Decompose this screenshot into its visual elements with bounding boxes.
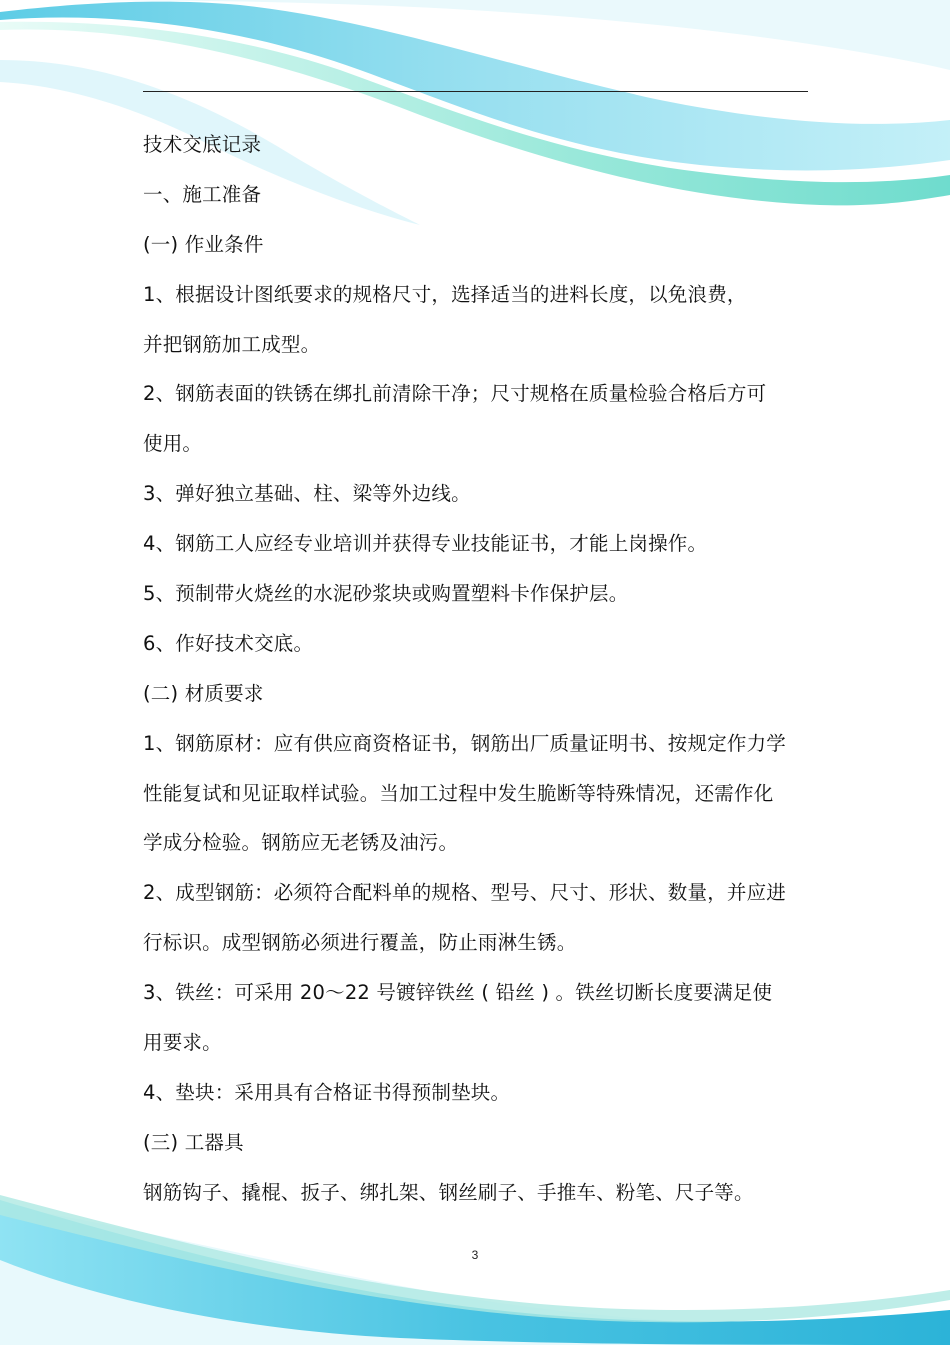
text-line: 6、作好技术交底。	[143, 631, 314, 655]
text-line: 学成分检验。钢筋应无老锈及油污。	[143, 831, 459, 855]
subsection-heading: (三) 工器具	[143, 1130, 244, 1154]
page-number: 3	[471, 1248, 479, 1262]
text-line: 4、垫块：采用具有合格证书得预制垫块。	[143, 1080, 511, 1104]
text-line: 1、钢筋原材：应有供应商资格证书，钢筋出厂质量证明书、按规定作力学	[143, 731, 787, 755]
document-body	[143, 120, 813, 1218]
subsection-heading: (二) 材质要求	[143, 681, 264, 705]
text-line: 4、钢筋工人应经专业培训并获得专业技能证书，才能上岗操作。	[143, 532, 708, 556]
section-heading: 一、施工准备	[143, 182, 262, 206]
subsection-heading: (一) 作业条件	[143, 232, 264, 256]
text-line: 3、弹好独立基础、柱、梁等外边线。	[143, 482, 471, 506]
text-line: 2、成型钢筋：必须符合配料单的规格、型号、尺寸、形状、数量，并应进	[143, 881, 787, 905]
text-line: 用要求。	[143, 1031, 222, 1055]
text-line: 行标识。成型钢筋必须进行覆盖，防止雨淋生锈。	[143, 931, 577, 955]
text-line: 性能复试和见证取样试验。当加工过程中发生脆断等特殊情况，还需作化	[143, 781, 774, 805]
text-line: 3、铁丝：可采用 20～22 号镀锌铁丝 ( 铅丝 ) 。铁丝切断长度要满足使	[143, 981, 773, 1005]
text-line: 并把钢筋加工成型。	[143, 332, 321, 356]
text-line: 1、根据设计图纸要求的规格尺寸，选择适当的进料长度，以免浪费，	[143, 282, 747, 306]
text-line: 钢筋钩子、撬棍、扳子、绑扎架、钢丝刷子、手推车、粉笔、尺子等。	[143, 1180, 754, 1204]
text-line: 2、钢筋表面的铁锈在绑扎前清除干净；尺寸规格在质量检验合格后方可	[143, 382, 767, 406]
text-line: 5、预制带火烧丝的水泥砂浆块或购置塑料卡作保护层。	[143, 582, 629, 606]
header-rule	[143, 91, 808, 92]
document-title: 技术交底记录	[143, 133, 262, 156]
text-line: 使用。	[143, 432, 203, 456]
